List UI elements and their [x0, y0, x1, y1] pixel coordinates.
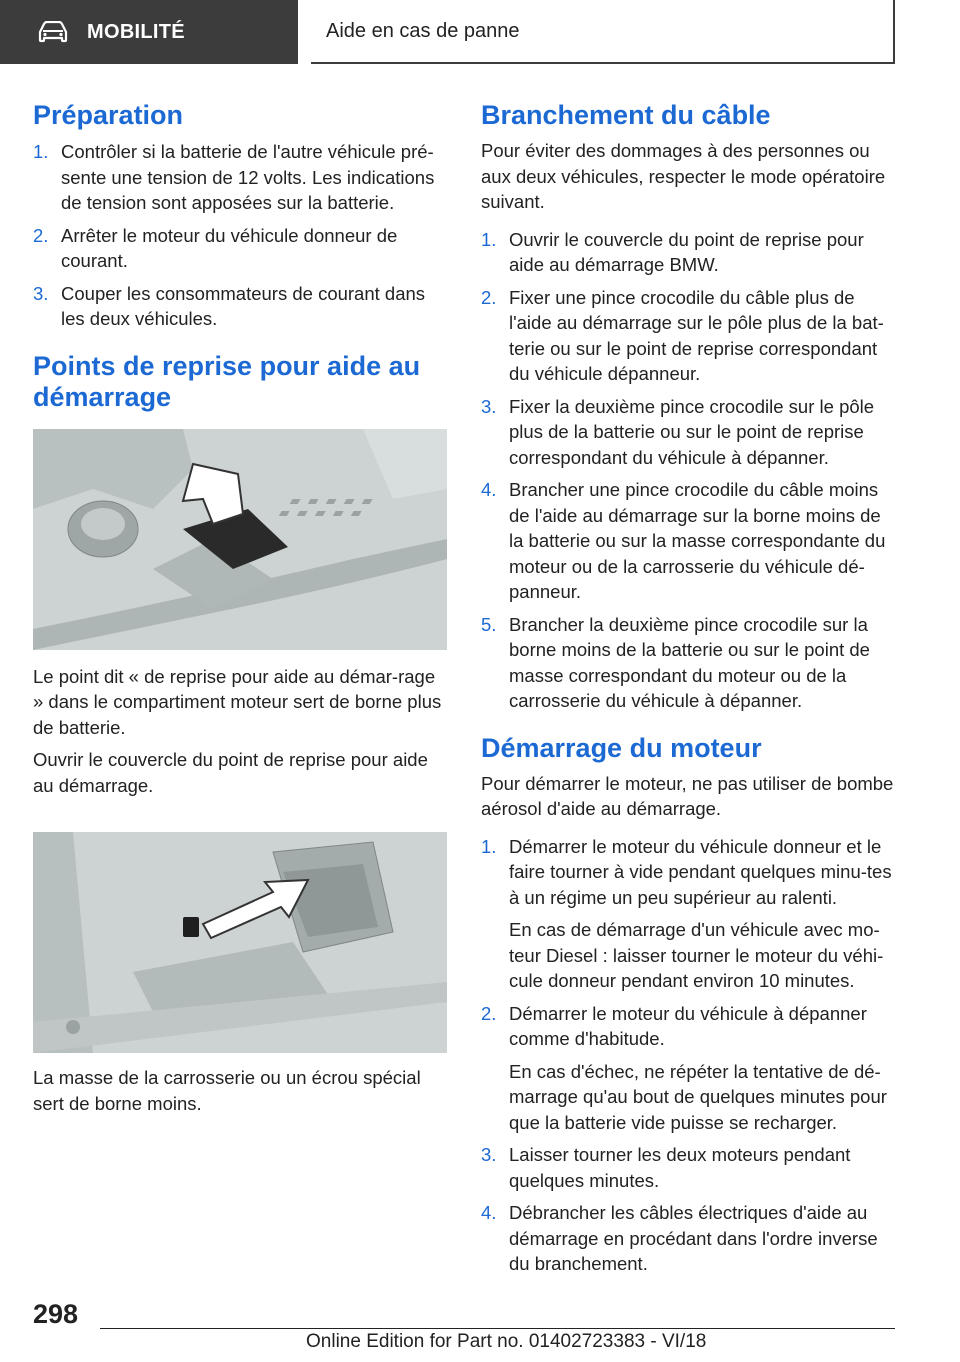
paragraph: Ouvrir le couvercle du point de reprise pour aide au démarrage. — [33, 749, 428, 796]
jump-start-point-illustration — [33, 429, 447, 650]
list-item: 4. Débrancher les câbles électriques d'aide au démarrage en procédant dans l'ordre inverse du branchement. — [481, 1202, 878, 1274]
heading-demarrage: Démarrage du moteur — [481, 732, 762, 763]
edition-text: Online Edition for Part no. 01402723383 - VI/18 — [306, 1331, 707, 1352]
list-item: 3. Laisser tourner les deux moteurs pendant quelques minutes. — [481, 1144, 851, 1191]
heading-preparation: Préparation — [33, 100, 184, 130]
list-item: 3. Fixer la deuxième pince crocodile sur le pôle plus de la batterie ou sur le point de reprise correspondant du véhicule à dépanner. — [481, 395, 875, 468]
list-item: 2. Fixer une pince crocodile du câble plus de l'aide au démarrage sur le pôle plus de la bat-terie ou sur le point de reprise correspondant du véhicule dépanneur. — [481, 286, 884, 384]
chapter-header — [311, 0, 895, 64]
list-item: 1. Démarrer le moteur du véhicule donneur et le faire tourner à vide pendant quelques minu-tes à un régime un peu supérieur au ralenti. En cas de démarrage d'un véhicule avec mo-teur Diesel : laisser tourner le moteur du véhi-cule donneur pendant environ 10 minutes. — [481, 835, 892, 991]
engine-bay-figure-negative — [33, 832, 447, 1053]
list-item: 2. Arrêter le moteur du véhicule donneur de courant. — [33, 224, 398, 271]
paragraph: La masse de la carrosserie ou un écrou spécial sert de borne moins. — [33, 1067, 421, 1114]
heading-branchement: Branchement du câble — [481, 100, 771, 130]
list-item: 1. Ouvrir le couvercle du point de reprise pour aide au démarrage BMW. — [481, 228, 864, 275]
paragraph: Le point dit « de reprise pour aide au démar-rage » dans le compartiment moteur sert de borne plus de batterie. — [33, 665, 442, 738]
paragraph: Pour éviter des dommages à des personnes ou aux deux véhicules, respecter le mode opératoire suivant. — [481, 140, 886, 212]
chapter-title: Aide en cas de panne — [326, 19, 520, 42]
engine-bay-figure-positive — [33, 429, 447, 650]
list-item: 5. Brancher la deuxième pince crocodile sur la borne moins de la batterie ou sur le point de masse correspondant du moteur ou de la carrosserie du véhicule à dépanner. — [481, 613, 870, 711]
list-item: 2. Démarrer le moteur du véhicule à dépanner comme d'habitude. En cas d'échec, ne répéter la tentative de dé-marrage qu'au bout de quelques minutes pour que la batterie vide puisse se recharger. — [481, 1002, 887, 1133]
list-item: 3. Couper les consommateurs de courant dans les deux véhicules. — [33, 282, 426, 329]
ground-nut-illustration — [33, 832, 447, 1053]
preparation-steps — [33, 139, 449, 332]
right-column — [481, 100, 897, 1277]
section-tab[interactable] — [0, 0, 298, 64]
page-number: 298 — [33, 1299, 79, 1329]
section-title: MOBILITÉ — [87, 20, 185, 43]
list-item: 1. Contrôler si la batterie de l'autre véhicule pré-sente une tension de 12 volts. Les indications de tension sont apposées sur la batterie. — [33, 141, 435, 213]
demarrage-steps — [481, 834, 897, 1277]
branchement-steps — [481, 227, 897, 714]
car-icon — [37, 21, 69, 43]
list-item: 4. Brancher une pince crocodile du câble moins de l'aide au démarrage sur la borne moins de la batterie ou sur la masse correspondante du moteur ou de la carrosserie du véhicule dé-panneur. — [481, 479, 886, 602]
left-column — [33, 100, 449, 1116]
paragraph: Pour démarrer le moteur, ne pas utiliser de bombe aérosol d'aide au démarrage. — [481, 772, 894, 819]
footer-divider — [100, 1328, 895, 1329]
heading-points: Points de reprise pour aide au démarrage — [33, 350, 421, 412]
